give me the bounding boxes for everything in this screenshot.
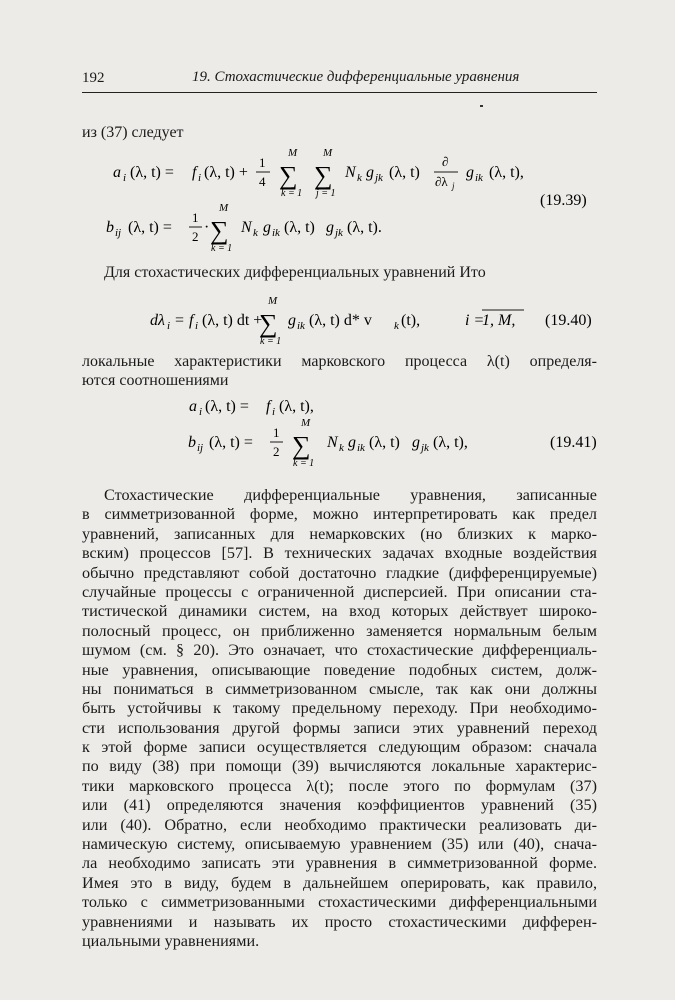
eq39-2-g2-args: (λ, t). [347,219,382,236]
eq41-a-sub: i [199,406,203,418]
paragraph-line: полосный процесс, он приближенно заменяется нормальным белым [82,621,597,640]
eq39-d-num: ∂ [442,154,449,169]
paragraph-line: уравнениями и называть их просто стохастическими дифферен- [82,912,597,931]
eq41-f-sub: i [272,406,276,418]
eq39-2-frac-den: 2 [192,229,199,244]
eq39-g2-sub: ik [475,172,483,184]
paragraph-line: обычно представляют собой достаточно гладкие (дифференцируемые) [82,563,597,582]
eq40-sum-bot: k = 1 [260,336,282,347]
eq41-b: b [188,434,196,451]
eq39-a: a [113,164,121,181]
eq39-N-sub: k [357,172,362,184]
paragraph-line: циальными уравнениями. [82,931,260,950]
main-paragraph [82,486,597,951]
eq41-sum-top: M [301,417,311,429]
eq39-2-g1: g [263,219,271,236]
eq41-g1-args: (λ, t) [369,434,400,451]
markov-line-2: ются соотношениями [82,372,229,389]
eq39-2-dot: · [204,219,210,236]
eq41-f: f [266,398,271,415]
eq40-eq: = [175,312,185,329]
eq40-f-args: (λ, t) dt + [202,312,263,329]
eq40-v-sub: k [394,320,399,332]
paragraph-line: тистической динамики систем, на вход которых действует широко- [82,602,597,621]
eq41-g2: g [412,434,420,451]
eq39-2-sum-top: M [219,202,229,214]
eq39-g1: g [366,164,374,181]
paragraph-line: вским) процессов [57]. В технических задачах входные воздействия [82,544,597,563]
eq39-2-g2: g [326,219,334,236]
eq39-d-den: ∂λ [435,174,448,189]
eq39-label: (19.39) [540,192,587,209]
eq39-N: N [345,164,356,181]
running-title: 19. Стохастические дифференциальные уравнения [192,69,520,85]
eq41-sum-sigma: ∑ [292,431,311,460]
paragraph-line: намическую систему, описываемую уравнением (35) или (40), снача- [82,835,597,854]
paragraph-line: быть устойчивы к такому предельному переходу. При необходимо- [82,699,597,718]
paragraph-line: или (40). Обратно, если необходимо практически реализовать ди- [82,815,597,834]
paragraph-line: в симметризованной форме, можно интерпретировать как предел [82,505,597,524]
eq39-f: f [192,164,197,181]
eq41-args: (λ, t) = [205,398,249,415]
eq40-sum-top: M [268,295,278,307]
paragraph-line: ные уравнения, описывающие поведение подобных систем, долж- [82,660,597,679]
eq39-sum1-bot: k = 1 [281,188,303,199]
eq41-N-sub: k [339,442,344,454]
eq39-b: b [106,219,114,236]
eq41-sum-bot: k = 1 [293,458,315,469]
eq39-g2-args: (λ, t), [489,164,524,181]
eq39-2-g1-sub: ik [272,227,280,239]
paragraph-line: шумом (см. § 20). Это означает, что стохастические дифференциаль- [82,641,597,660]
eq41-f-args: (λ, t), [279,398,314,415]
eq40-index: i = [465,312,485,329]
paragraph-line: уравнений, записанных для немарковских (но близких к марко- [82,524,597,543]
eq39-args1: (λ, t) = [130,164,174,181]
eq41-g2-args: (λ, t), [433,434,468,451]
eq41-g1-sub: ik [357,442,365,454]
eq40-g: g [288,312,296,329]
eq41-g1: g [348,434,356,451]
eq39-2-N-sub: k [253,227,258,239]
eq39-args2: (λ, t) + [204,164,248,181]
paragraph-line: Имея это в виду, будем в дальнейшем оперировать, как правило, [82,873,597,892]
eq40-index-range: 1, M, [482,312,516,329]
eq39-frac-den: 4 [259,174,266,189]
eq40-g-args: (λ, t) d* v [309,312,372,329]
eq39-g1-args: (λ, t) [389,164,420,181]
paragraph-line: или (41) определяются значения коэффициентов уравнений (35) [82,796,597,815]
paragraph-line: ла необходимо записать эти уравнения в симметризованной форме. [82,854,597,873]
eq39-2-frac-num: 1 [192,210,199,225]
eq39-2-g1-args: (λ, t) [284,219,315,236]
eq39-sum2-top: M [323,147,333,159]
eq41-frac-den: 2 [273,444,280,459]
eq41-b-args: (λ, t) = [209,434,253,451]
eq39-args: (λ, t) = [128,219,172,236]
paragraph-line: по виду (38) при помощи (39) вычисляются локальные характерис- [82,757,597,776]
intro-line: из (37) следует [82,124,184,141]
eq39-2-sum-bot: k = 1 [211,243,233,254]
eq40-sum-sigma: ∑ [259,309,278,338]
eq41-label: (19.41) [550,434,597,451]
eq39-g2: g [466,164,474,181]
eq40-d-sub: i [167,320,171,332]
paragraph-line: ны пониматься в симметризованном смысле, так как они должны [82,679,597,698]
paragraph-line: к этой форме записи осуществляется следующим образом: сначала [82,738,597,757]
eq39-f-sub: i [198,172,202,184]
eq39-2-N: N [241,219,252,236]
eq39-b-sub: ij [115,227,122,239]
eq40-f-sub: i [195,320,199,332]
eq39-sum1-sigma: ∑ [279,161,298,190]
eq40-f: f [189,312,194,329]
eq41-N: N [327,434,338,451]
ito-line: Для стохастических дифференциальных уравнений Ито [104,264,486,281]
paragraph-line: только с симметризованными стохастическими дифференциальными [82,893,597,912]
page-number: 192 [82,70,105,86]
eq40-v-args: (t), [401,312,421,329]
eq39-frac-num: 1 [259,155,266,170]
markov-line-1: локальные характеристики марковского процесса λ(t) определя- [82,353,597,370]
eq39-2-sum-sigma: ∑ [210,216,229,245]
eq41-g2-sub: jk [421,442,429,454]
eq41-frac-num: 1 [273,425,280,440]
eq41-a: a [189,398,197,415]
eq39-sum2-sigma: ∑ [314,161,333,190]
paragraph-line: случайные процессы с ограниченной дисперсией. При описании ста- [82,582,597,601]
eq40-label: (19.40) [545,312,592,329]
eq39-2-g2-sub: jk [335,227,343,239]
eq39-sum2-bot: j = 1 [316,188,336,199]
eq41-b-sub: ij [197,442,204,454]
eq39-d-den-sub: j [452,181,455,191]
paragraph-line: тики марковского процесса λ(t); после этого по формулам (37) [82,776,597,795]
eq40-d: dλ [150,312,165,329]
eq39-a-sub: i [123,172,127,184]
eq39-sum1-top: M [288,147,298,159]
eq39-g1-sub: jk [375,172,383,184]
paragraph-line: Стохастические дифференциальные уравнения, записанные [104,486,597,504]
eq40-g-sub: ik [297,320,305,332]
paragraph-line: сти использования другой формы записи этих уравнений переход [82,718,597,737]
